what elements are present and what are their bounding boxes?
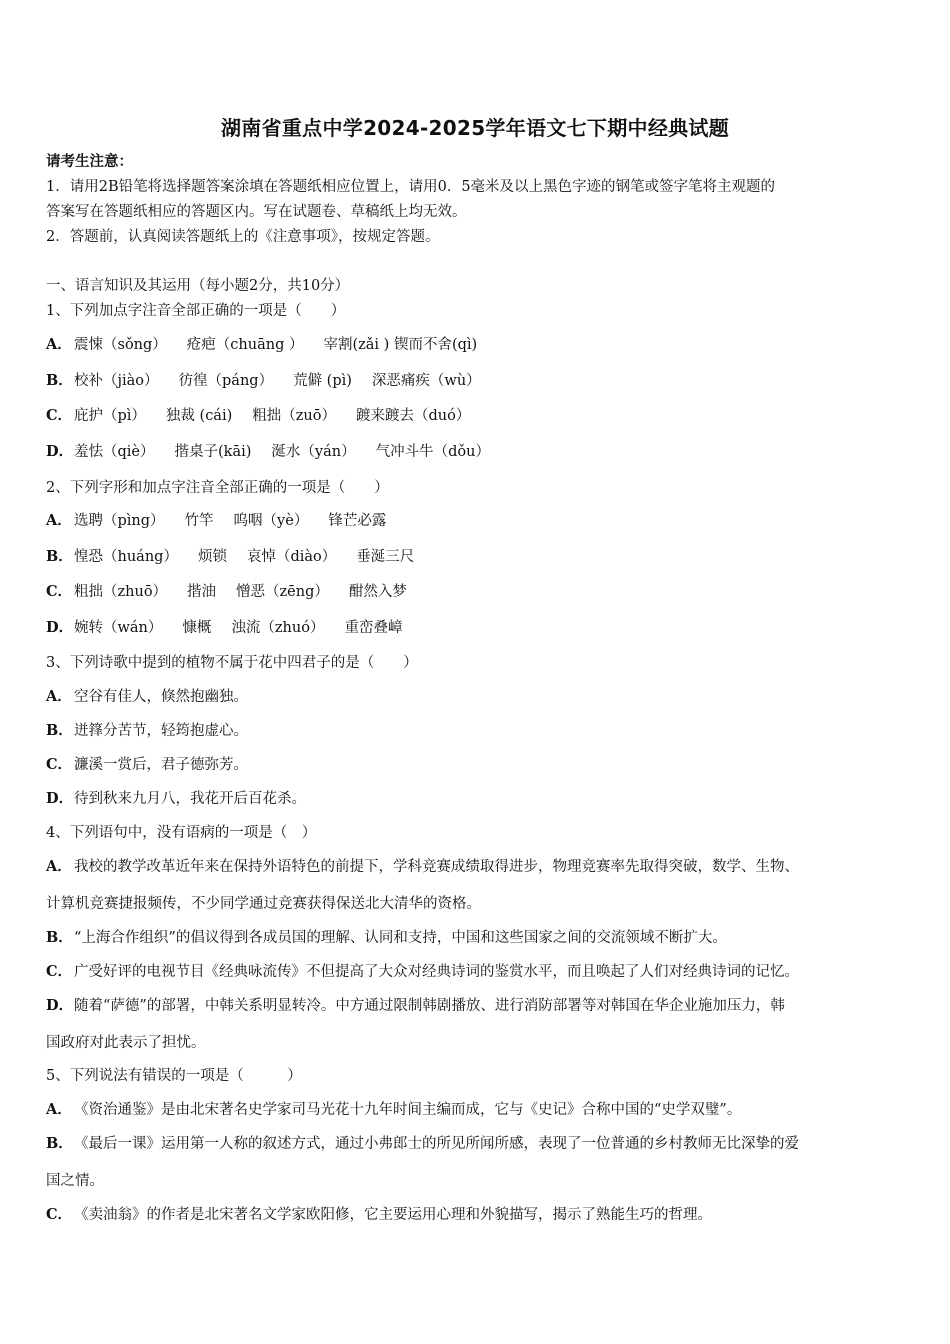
question-3-stem: 3、下列诗歌中提到的植物不属于花中四君子的是（ ） [46, 655, 418, 671]
option-item: 选聘（pìng） [74, 513, 165, 529]
option-text: 《资治通鉴》是由北宋著名史学家司马光花十九年时间主编而成，它与《史记》合称中国的“史学双璧”。 [74, 1102, 742, 1118]
option-item: 婉转（wán） [74, 620, 163, 636]
option-item: 哀悼（diào） [246, 549, 337, 565]
option-item: 羞怯（qiè） [74, 444, 155, 460]
option-key: A． [46, 1101, 72, 1118]
notice-item-1: 1．请用2B铅笔将选择题答案涂填在答题纸相应位置上，请用0．5毫米及以上黑色字迹的钢笔或签字笔将主观题的 [46, 179, 776, 195]
option-text: 随着“萨德”的部署，中韩关系明显转冷。中方通过限制韩剧播放、进行消防部署等对韩国在华企业施加压力，韩 [74, 998, 785, 1014]
q5-option-c [46, 1205, 908, 1225]
question-1-stem: 1、下列加点字注音全部正确的一项是（ ） [46, 303, 346, 319]
q3-option-c [46, 755, 908, 775]
q1-option-b [46, 371, 908, 391]
option-item: 慷概 [182, 620, 212, 636]
option-key: D． [46, 443, 74, 460]
option-item: 锋芒必露 [328, 513, 387, 529]
option-key: A． [46, 336, 72, 353]
option-key: C． [46, 1206, 73, 1223]
option-item: 彷徨（páng） [178, 373, 274, 389]
q2-option-d [46, 618, 908, 638]
option-item: 憎恶（zēng） [236, 584, 329, 600]
option-key: C． [46, 963, 73, 980]
q4-option-c [46, 962, 908, 982]
q4-option-a [46, 857, 908, 877]
option-item: 粗拙（zuō） [252, 408, 336, 424]
option-key: D． [46, 997, 74, 1014]
option-item: 踱来踱去（duó） [355, 408, 471, 424]
q2-option-b [46, 547, 908, 567]
option-text: 《最后一课》运用第一人称的叙述方式，通过小弗郎士的所见所闻所感，表现了一位普通的乡村教师无比深挚的爱 [74, 1136, 799, 1152]
option-item: 独裁 (cái) [165, 408, 233, 424]
option-item: 粗拙（zhuō） [74, 584, 168, 600]
q3-option-d [46, 789, 908, 809]
q1-option-a [46, 335, 908, 355]
option-item: 揩桌子(kāi) [174, 444, 252, 460]
option-text: 《卖油翁》的作者是北宋著名文学家欧阳修，它主要运用心理和外貌描写，揭示了熟能生巧的哲理。 [74, 1207, 712, 1223]
q5-option-b [46, 1134, 908, 1154]
q4-option-d [46, 996, 908, 1016]
option-key: C． [46, 407, 73, 424]
question-5-stem: 5、下列说法有错误的一项是（ ） [46, 1068, 302, 1084]
q4-option-d-cont: 国政府对此表示了担忧。 [46, 1035, 206, 1051]
option-text: 濂溪一赏后，君子德弥芳。 [74, 757, 248, 773]
option-item: 庇护（pì） [74, 408, 146, 424]
q2-option-c [46, 582, 908, 602]
page-title: 湖南省重点中学2024-2025学年语文七下期中经典试题 [220, 116, 730, 140]
notice-item-2: 2．答题前，认真阅读答题纸上的《注意事项》，按规定答题。 [46, 229, 440, 245]
option-key: A． [46, 858, 72, 875]
option-item: 深恶痛疾（wù） [371, 373, 481, 389]
option-key: D． [46, 790, 74, 807]
notice-item-1-cont: 答案写在答题纸相应的答题区内。写在试题卷、草稿纸上均无效。 [46, 204, 467, 220]
option-key: D． [46, 619, 74, 636]
section-heading: 一、语言知识及其运用（每小题2分，共10分） [46, 278, 350, 294]
option-key: C． [46, 756, 73, 773]
q5-option-b-cont: 国之情。 [46, 1173, 104, 1189]
option-item: 涎水（yán） [271, 444, 356, 460]
option-key: B． [46, 1135, 73, 1152]
option-item: 疮疤（chuāng ） [186, 337, 304, 353]
q4-option-b [46, 928, 908, 948]
option-item: 浊流（zhuó） [231, 620, 325, 636]
option-key: B． [46, 722, 73, 739]
option-item: 重峦叠嶂 [344, 620, 403, 636]
question-4-stem: 4、下列语句中，没有语病的一项是（ ） [46, 825, 317, 841]
option-text: 待到秋来九月八，我花开后百花杀。 [74, 791, 306, 807]
option-key: B． [46, 548, 73, 565]
option-item: 揩油 [187, 584, 217, 600]
option-item: 气冲斗牛（dǒu） [375, 444, 490, 460]
option-item: 酣然入梦 [348, 584, 407, 600]
option-key: A． [46, 512, 72, 529]
option-item: 惶恐（huáng） [74, 549, 178, 565]
q2-option-a [46, 511, 908, 531]
option-item: 震悚（sǒng） [74, 337, 167, 353]
option-item: 烦锁 [197, 549, 227, 565]
q1-option-c [46, 406, 908, 426]
q4-option-a-cont: 计算机竞赛捷报频传，不少同学通过竞赛获得保送北大清华的资格。 [46, 896, 481, 912]
option-text: 迸箨分苦节，轻筠抱虚心。 [74, 723, 248, 739]
option-item: 宰割(zǎi ) 锲而不舍(qì) [323, 337, 478, 353]
q3-option-b [46, 721, 908, 741]
q3-option-a [46, 687, 908, 707]
option-item: 荒僻 (pì) [293, 373, 352, 389]
option-item: 呜咽（yè） [233, 513, 309, 529]
option-key: B． [46, 929, 73, 946]
option-item: 垂涎三尺 [356, 549, 415, 565]
option-text: 广受好评的电视节目《经典咏流传》不但提高了大众对经典诗词的鉴赏水平，而且唤起了人们对经典诗词的记忆。 [74, 964, 799, 980]
notice-heading: 请考生注意： [46, 153, 133, 170]
option-item: 竹竿 [184, 513, 214, 529]
option-key: C． [46, 583, 73, 600]
option-item: 校补（jiào） [74, 373, 159, 389]
option-key: B． [46, 372, 73, 389]
option-text: 我校的教学改革近年来在保持外语特色的前提下，学科竞赛成绩取得进步，物理竞赛率先取得突破，数学、生物、 [74, 859, 799, 875]
option-text: 空谷有佳人，倏然抱幽独。 [74, 689, 248, 705]
question-2-stem: 2、下列字形和加点字注音全部正确的一项是（ ） [46, 480, 389, 496]
q1-option-d [46, 442, 908, 462]
option-text: “上海合作组织”的倡议得到各成员国的理解、认同和支持，中国和这些国家之间的交流领域不断扩大。 [74, 930, 727, 946]
q5-option-a [46, 1100, 908, 1120]
option-key: A． [46, 688, 72, 705]
